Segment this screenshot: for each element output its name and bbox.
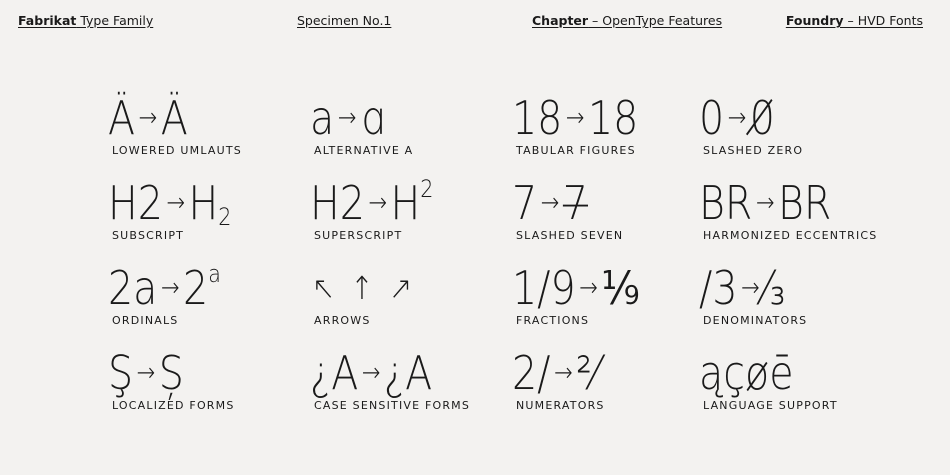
- sample-from: Ä: [108, 91, 136, 145]
- feature-label: HARMONIZED ECCENTRICS: [703, 229, 878, 242]
- sample-from: ¿A: [310, 346, 359, 400]
- feature-numerators: [512, 346, 613, 412]
- feature-lowered-umlauts: [108, 91, 242, 157]
- sample-from: BR: [699, 176, 753, 230]
- sample-to: ¿A: [383, 346, 433, 400]
- feature-localized-forms: [108, 346, 235, 412]
- sample-superscript: a: [208, 260, 221, 288]
- header-foundry: [786, 13, 923, 29]
- feature-slashed-seven: [512, 176, 624, 242]
- sample-from: a: [310, 91, 335, 145]
- arrow-up-right-icon: ↗: [389, 269, 413, 307]
- sample-superscript: 2: [420, 175, 434, 203]
- sample-from: 7: [512, 176, 538, 230]
- feature-case-sensitive-forms: [310, 346, 471, 412]
- arrow-right-icon: →: [755, 187, 775, 218]
- feature-label: ALTERNATIVE A: [314, 144, 414, 157]
- arrow-right-icon: →: [138, 102, 158, 133]
- feature-label: LANGUAGE SUPPORT: [703, 399, 838, 412]
- arrow-right-icon: →: [361, 357, 381, 388]
- feature-ordinals: [108, 260, 239, 327]
- sample-from: 0: [699, 91, 725, 145]
- sample-to: ɑ: [359, 91, 385, 145]
- sample-to: Ä: [160, 91, 188, 145]
- feature-alternative-a: [310, 91, 414, 157]
- header-foundry-bold: Foundry: [785, 13, 844, 28]
- header-family-rest: Type Family: [76, 13, 154, 28]
- feature-label: SUBSCRIPT: [112, 229, 185, 242]
- feature-label: SLASHED SEVEN: [516, 229, 624, 242]
- sample-from: 18: [512, 91, 563, 145]
- feature-subscript: [108, 176, 252, 242]
- sample-to: 2: [183, 261, 209, 315]
- sample-to: ⁄₃: [763, 261, 786, 315]
- feature-tabular-figures: [512, 91, 659, 157]
- arrow-right-icon: →: [565, 102, 585, 133]
- arrow-right-icon: →: [160, 272, 180, 303]
- arrow-up-left-icon: ↖: [312, 269, 336, 307]
- sample-to: 7̶: [562, 176, 588, 230]
- sample-to: 0̸: [749, 91, 775, 145]
- header-family: [18, 13, 153, 29]
- feature-label: NUMERATORS: [516, 399, 605, 412]
- sample-from: 2/: [512, 346, 551, 400]
- arrow-right-icon: →: [727, 102, 747, 133]
- feature-denominators: [699, 261, 808, 327]
- header-chapter-bold: Chapter: [532, 13, 589, 28]
- arrow-right-icon: →: [740, 272, 760, 303]
- sample-from: /3: [699, 261, 738, 315]
- header-chapter-rest: – OpenType Features: [588, 13, 723, 28]
- feature-superscript: [310, 175, 454, 242]
- feature-fractions: [512, 261, 660, 327]
- feature-harmonized-eccentrics: [699, 176, 878, 242]
- feature-label: ARROWS: [314, 314, 371, 327]
- arrow-right-icon: →: [337, 102, 357, 133]
- feature-label: SLASHED ZERO: [703, 144, 804, 157]
- header-specimen: Specimen No.1: [297, 13, 392, 28]
- header-family-bold: Fabrikat: [18, 13, 77, 28]
- feature-arrows: [312, 262, 446, 327]
- sample-to: H: [188, 176, 219, 230]
- arrow-right-icon: →: [553, 357, 573, 388]
- sample-from: 2a: [108, 261, 158, 315]
- header-chapter: [532, 13, 722, 29]
- sample-to: 18: [587, 91, 639, 145]
- sample-from: H2: [108, 176, 163, 230]
- feature-label: CASE SENSITIVE FORMS: [314, 399, 471, 412]
- feature-label: TABULAR FIGURES: [516, 144, 636, 157]
- arrow-right-icon: →: [136, 357, 156, 388]
- feature-label: FRACTIONS: [516, 314, 590, 327]
- sample-to: H: [390, 176, 421, 230]
- feature-language-support: [699, 346, 838, 412]
- arrow-right-icon: →: [540, 187, 560, 218]
- sample-from: 1/9: [512, 261, 576, 315]
- sample-to: BR: [778, 176, 832, 230]
- feature-label: DENOMINATORS: [703, 314, 808, 327]
- feature-label: SUPERSCRIPT: [314, 229, 403, 242]
- sample-to: ⅑: [601, 261, 640, 315]
- arrow-right-icon: →: [166, 187, 186, 218]
- arrow-right-icon: →: [579, 272, 598, 303]
- sample-to: ²⁄: [576, 346, 599, 400]
- arrow-right-icon: →: [368, 187, 388, 218]
- sample-to: Ș: [158, 346, 184, 400]
- header-foundry-rest: – HVD Fonts: [843, 13, 923, 28]
- sample-text: ąçøē: [699, 346, 794, 400]
- sample-from: Ş: [108, 346, 134, 400]
- feature-label: LOWERED UMLAUTS: [112, 144, 242, 157]
- sample-subscript: 2: [218, 203, 232, 231]
- arrow-up-icon: ↑: [350, 269, 374, 307]
- feature-label: ORDINALS: [112, 314, 179, 327]
- sample-from: H2: [310, 176, 365, 230]
- feature-label: LOCALIZED FORMS: [112, 399, 235, 412]
- feature-slashed-zero: [699, 91, 804, 157]
